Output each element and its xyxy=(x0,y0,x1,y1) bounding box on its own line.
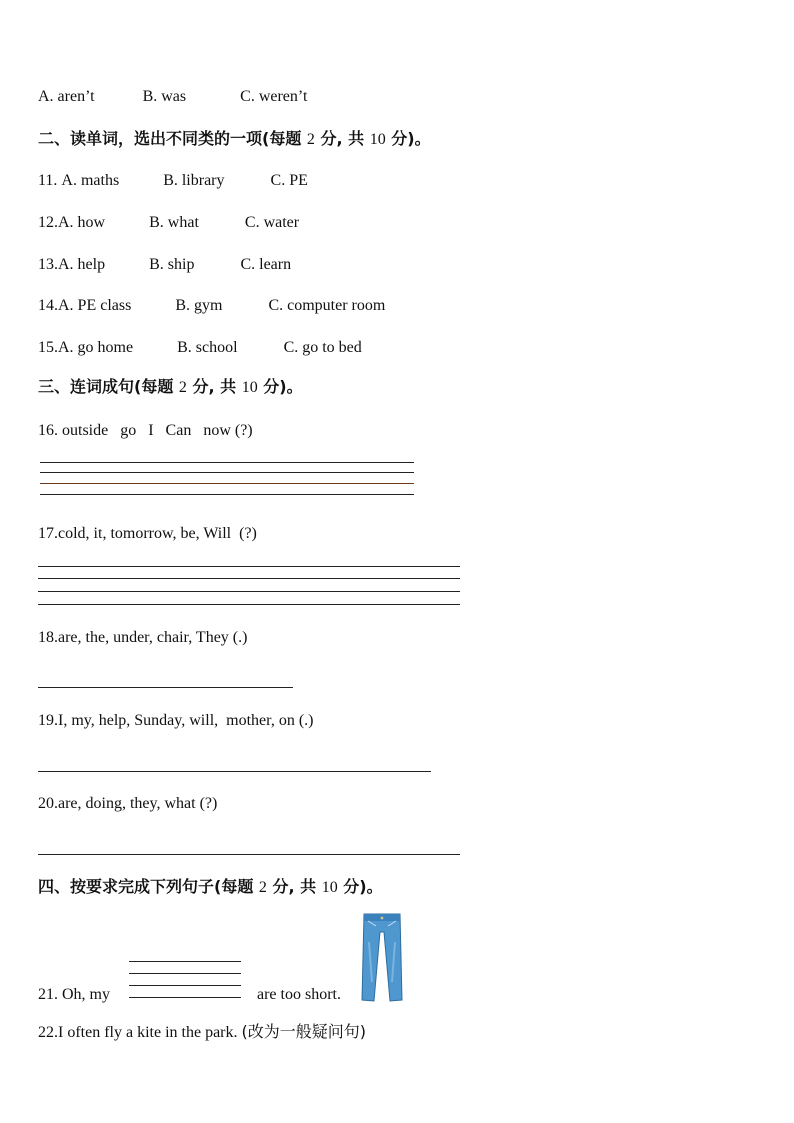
question-21 xyxy=(38,985,110,1005)
question-number: 21. xyxy=(38,986,58,1003)
question-11 xyxy=(38,171,308,191)
option-c: C. PE xyxy=(270,172,308,189)
option-a: A. aren’t xyxy=(38,88,95,105)
option-a: A. how xyxy=(58,214,106,231)
answer-line[interactable] xyxy=(38,604,460,605)
question-20 xyxy=(38,794,217,814)
answer-line[interactable] xyxy=(38,687,293,688)
question-18 xyxy=(38,628,247,648)
answer-line[interactable] xyxy=(40,472,414,473)
option-b: B. was xyxy=(142,88,187,105)
question-text-after: are too short. xyxy=(257,986,341,1003)
question-text: cold, it, tomorrow, be, Will (?) xyxy=(58,525,257,542)
answer-line[interactable] xyxy=(40,494,414,495)
option-c: C. water xyxy=(244,214,300,231)
question-number: 18. xyxy=(38,629,58,646)
q10-options xyxy=(38,87,307,107)
question-number: 22. xyxy=(38,1024,58,1041)
fill-blank-line[interactable] xyxy=(129,985,241,986)
answer-line[interactable] xyxy=(38,578,460,579)
question-22 xyxy=(38,1022,366,1043)
option-a: A. help xyxy=(58,256,106,273)
option-b: B. ship xyxy=(149,256,195,273)
question-text: are, the, under, chair, They (.) xyxy=(58,629,248,646)
fill-blank-line[interactable] xyxy=(129,973,241,974)
option-b: B. school xyxy=(177,339,238,356)
section-4-title: 四、按要求完成下列句子(每题 2 分, 共 10 分)。 xyxy=(38,877,383,896)
question-16 xyxy=(38,421,253,441)
option-b: B. library xyxy=(163,172,225,189)
fill-blank-line[interactable] xyxy=(129,961,241,962)
answer-line[interactable] xyxy=(40,462,414,463)
question-19 xyxy=(38,711,313,731)
question-15 xyxy=(38,338,362,358)
question-text: are, doing, they, what (?) xyxy=(58,795,218,812)
answer-line[interactable] xyxy=(40,483,414,484)
jeans-icon xyxy=(360,912,404,1004)
question-instruction: (改为一般疑问句) xyxy=(241,1022,366,1041)
fill-blank-line[interactable] xyxy=(129,997,241,998)
option-b: B. what xyxy=(149,214,199,231)
question-text: I, my, help, Sunday, will, mother, on (.) xyxy=(58,712,314,729)
question-12 xyxy=(38,213,299,233)
question-number: 20. xyxy=(38,795,58,812)
question-number: 17. xyxy=(38,525,58,542)
section-3-title: 三、连词成句(每题 2 分, 共 10 分)。 xyxy=(38,377,303,396)
question-17 xyxy=(38,524,257,544)
question-number: 11. xyxy=(38,172,58,189)
answer-line[interactable] xyxy=(38,566,460,567)
option-b: B. gym xyxy=(175,297,223,314)
option-c: C. go to bed xyxy=(283,339,362,356)
question-14 xyxy=(38,296,385,316)
answer-line[interactable] xyxy=(38,771,431,772)
option-a: A. go home xyxy=(58,339,134,356)
question-text-before: Oh, my xyxy=(58,986,110,1003)
question-number: 19. xyxy=(38,712,58,729)
question-number: 15. xyxy=(38,339,58,356)
answer-line[interactable] xyxy=(38,854,460,855)
option-c: C. learn xyxy=(240,256,292,273)
question-text: outside go I Can now (?) xyxy=(62,422,253,439)
question-13 xyxy=(38,255,291,275)
question-number: 14. xyxy=(38,297,58,314)
section-2-title: 二、读单词，选出不同类的一项(每题 2 分, 共 10 分)。 xyxy=(38,129,431,148)
answer-line[interactable] xyxy=(38,591,460,592)
question-number: 12. xyxy=(38,214,58,231)
option-c: C. weren’t xyxy=(240,88,308,105)
question-number: 16. xyxy=(38,422,58,439)
question-text: I often fly a kite in the park. xyxy=(58,1024,242,1041)
option-a: A. maths xyxy=(61,172,120,189)
question-21-after xyxy=(257,985,341,1005)
option-a: A. PE class xyxy=(58,297,132,314)
option-c: C. computer room xyxy=(268,297,386,314)
question-number: 13. xyxy=(38,256,58,273)
